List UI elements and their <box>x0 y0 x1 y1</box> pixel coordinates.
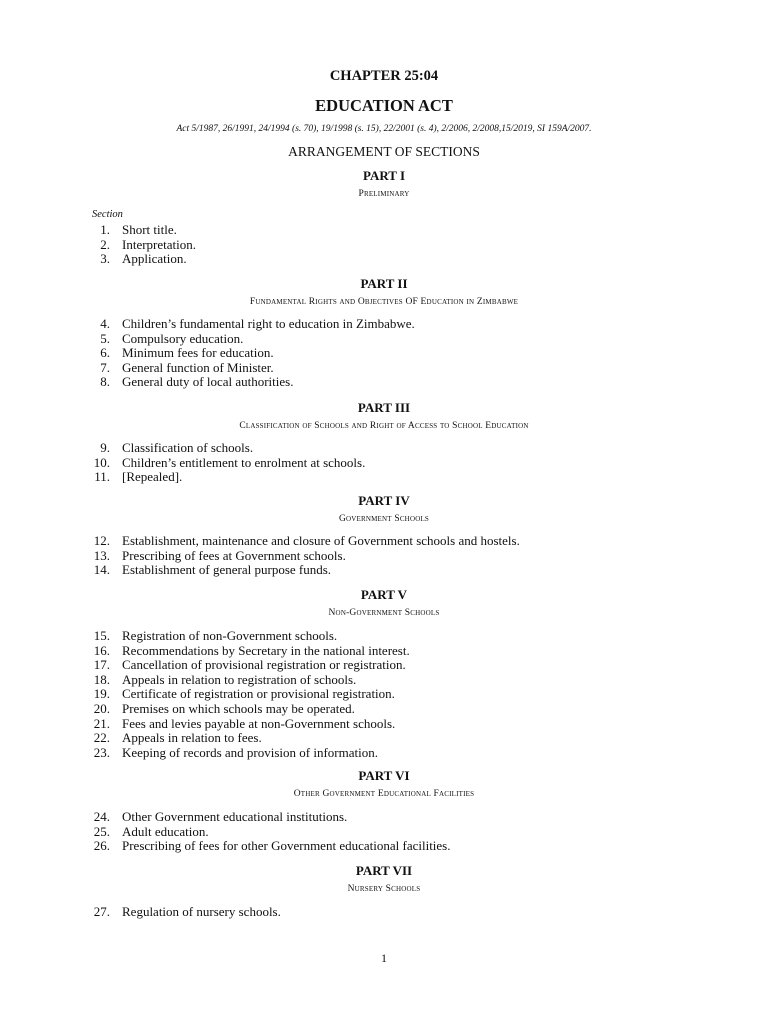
section-number: 10. <box>93 454 110 470</box>
section-item <box>0 628 768 643</box>
section-item <box>0 809 768 824</box>
section-title: Children’s entitlement to enrolment at schools. <box>122 454 366 470</box>
part-heading: PART VI <box>358 768 410 783</box>
section-item <box>0 440 768 455</box>
section-item <box>0 316 768 331</box>
section-number: 18. <box>93 671 110 687</box>
section-title: Adult education. <box>122 823 209 839</box>
section-number: 8. <box>100 374 110 390</box>
section-number: 19. <box>93 686 110 702</box>
section-number: 5. <box>100 330 110 346</box>
section-title: Short title. <box>122 222 177 237</box>
section-number: 6. <box>100 345 110 361</box>
section-item <box>0 533 768 548</box>
section-title: Premises on which schools may be operated. <box>122 701 355 716</box>
section-number: 2. <box>100 236 110 252</box>
section-item <box>0 716 768 731</box>
section-title: Establishment of general purpose funds. <box>122 562 332 578</box>
part-subheading: Preliminary <box>358 189 410 199</box>
section-title: Keeping of records and provision of information. <box>122 744 378 760</box>
part-subheading: Nursery Schools <box>347 884 421 894</box>
act-title: EDUCATION ACT <box>315 96 453 115</box>
section-item <box>0 643 768 658</box>
section-item <box>0 222 768 237</box>
section-number: 7. <box>100 359 110 375</box>
section-number: 24. <box>93 809 110 824</box>
section-number: 15. <box>93 628 110 643</box>
part-heading: PART III <box>357 400 411 415</box>
section-title: Compulsory education. <box>122 330 244 346</box>
section-item <box>0 455 768 470</box>
section-title: Application. <box>122 251 187 267</box>
section-item <box>0 745 768 760</box>
section-item <box>0 237 768 252</box>
section-number: 3. <box>100 251 110 267</box>
section-title: Certificate of registration or provisional registration. <box>122 686 395 702</box>
section-title: Cancellation of provisional registration or registration. <box>122 657 406 673</box>
section-title: Prescribing of fees at Government schools. <box>122 547 346 563</box>
part-subheading: Non-Government Schools <box>328 608 440 618</box>
section-item <box>0 657 768 672</box>
section-item <box>0 374 768 389</box>
section-number: 16. <box>93 642 110 658</box>
section-number: 14. <box>93 562 110 578</box>
section-number: 17. <box>93 657 110 673</box>
section-title: General duty of local authorities. <box>122 374 294 390</box>
page-number: 1 <box>381 951 387 965</box>
section-title: Regulation of nursery schools. <box>122 904 281 919</box>
section-item <box>0 904 768 919</box>
section-title: Recommendations by Secretary in the national interest. <box>122 642 410 658</box>
part-subheading: Government Schools <box>338 514 430 524</box>
section-number: 13. <box>93 547 110 563</box>
chapter-number: CHAPTER 25:04 <box>329 68 439 84</box>
section-title: Interpretation. <box>122 236 196 252</box>
section-title: [Repealed]. <box>122 469 183 485</box>
part-subheading: Fundamental Rights and Objectives OF Education in Zimbabwe <box>249 297 519 307</box>
section-title: Appeals in relation to fees. <box>122 730 262 746</box>
section-number: 27. <box>93 904 110 919</box>
section-title: Fees and levies payable at non-Government schools. <box>122 715 396 731</box>
section-number: 12. <box>93 533 110 548</box>
section-item <box>0 686 768 701</box>
section-item <box>0 345 768 360</box>
section-item <box>0 548 768 563</box>
arrangement-heading: ARRANGEMENT OF SECTIONS <box>288 144 480 159</box>
section-number: 21. <box>93 715 110 731</box>
section-item <box>0 730 768 745</box>
part-subheading: Classification of Schools and Right of Access to School Education <box>239 421 529 431</box>
section-title: General function of Minister. <box>122 359 274 375</box>
section-title: Classification of schools. <box>122 440 254 455</box>
part-heading: PART IV <box>358 493 410 508</box>
section-title: Registration of non-Government schools. <box>122 628 338 643</box>
section-item <box>0 838 768 853</box>
section-title: Minimum fees for education. <box>122 345 274 361</box>
section-number: 25. <box>93 823 110 839</box>
section-number: 9. <box>100 440 110 455</box>
section-number: 4. <box>100 316 110 331</box>
section-item <box>0 562 768 577</box>
section-number: 26. <box>93 838 110 854</box>
section-title: Appeals in relation to registration of schools. <box>122 671 357 687</box>
section-number: 20. <box>93 701 110 716</box>
section-item <box>0 701 768 716</box>
section-number: 1. <box>100 222 110 237</box>
section-number: 23. <box>93 744 110 760</box>
section-item <box>0 672 768 687</box>
section-number: 22. <box>93 730 110 746</box>
section-number: 11. <box>94 469 110 485</box>
section-item <box>0 469 768 484</box>
section-item <box>0 360 768 375</box>
section-item <box>0 251 768 266</box>
part-heading: PART VII <box>355 863 413 878</box>
part-heading: PART II <box>360 276 408 291</box>
section-title: Other Government educational institutions. <box>122 809 348 824</box>
section-title: Prescribing of fees for other Government educational facilities. <box>122 838 451 854</box>
part-heading: PART V <box>360 587 408 602</box>
section-item <box>0 331 768 346</box>
part-heading: PART I <box>362 168 406 183</box>
section-title: Children’s fundamental right to education in Zimbabwe. <box>122 316 415 331</box>
section-item <box>0 824 768 839</box>
section-title: Establishment, maintenance and closure of Government schools and hostels. <box>122 533 520 548</box>
section-column-label: Section <box>92 209 123 220</box>
part-subheading: Other Government Educational Facilities <box>293 789 475 799</box>
amendment-list: Act 5/1987, 26/1991, 24/1994 (s. 70), 19/1998 (s. 15), 22/2001 (s. 4), 2/2006, 2/2008,15/2019, SI 159A/2007. <box>176 124 592 134</box>
